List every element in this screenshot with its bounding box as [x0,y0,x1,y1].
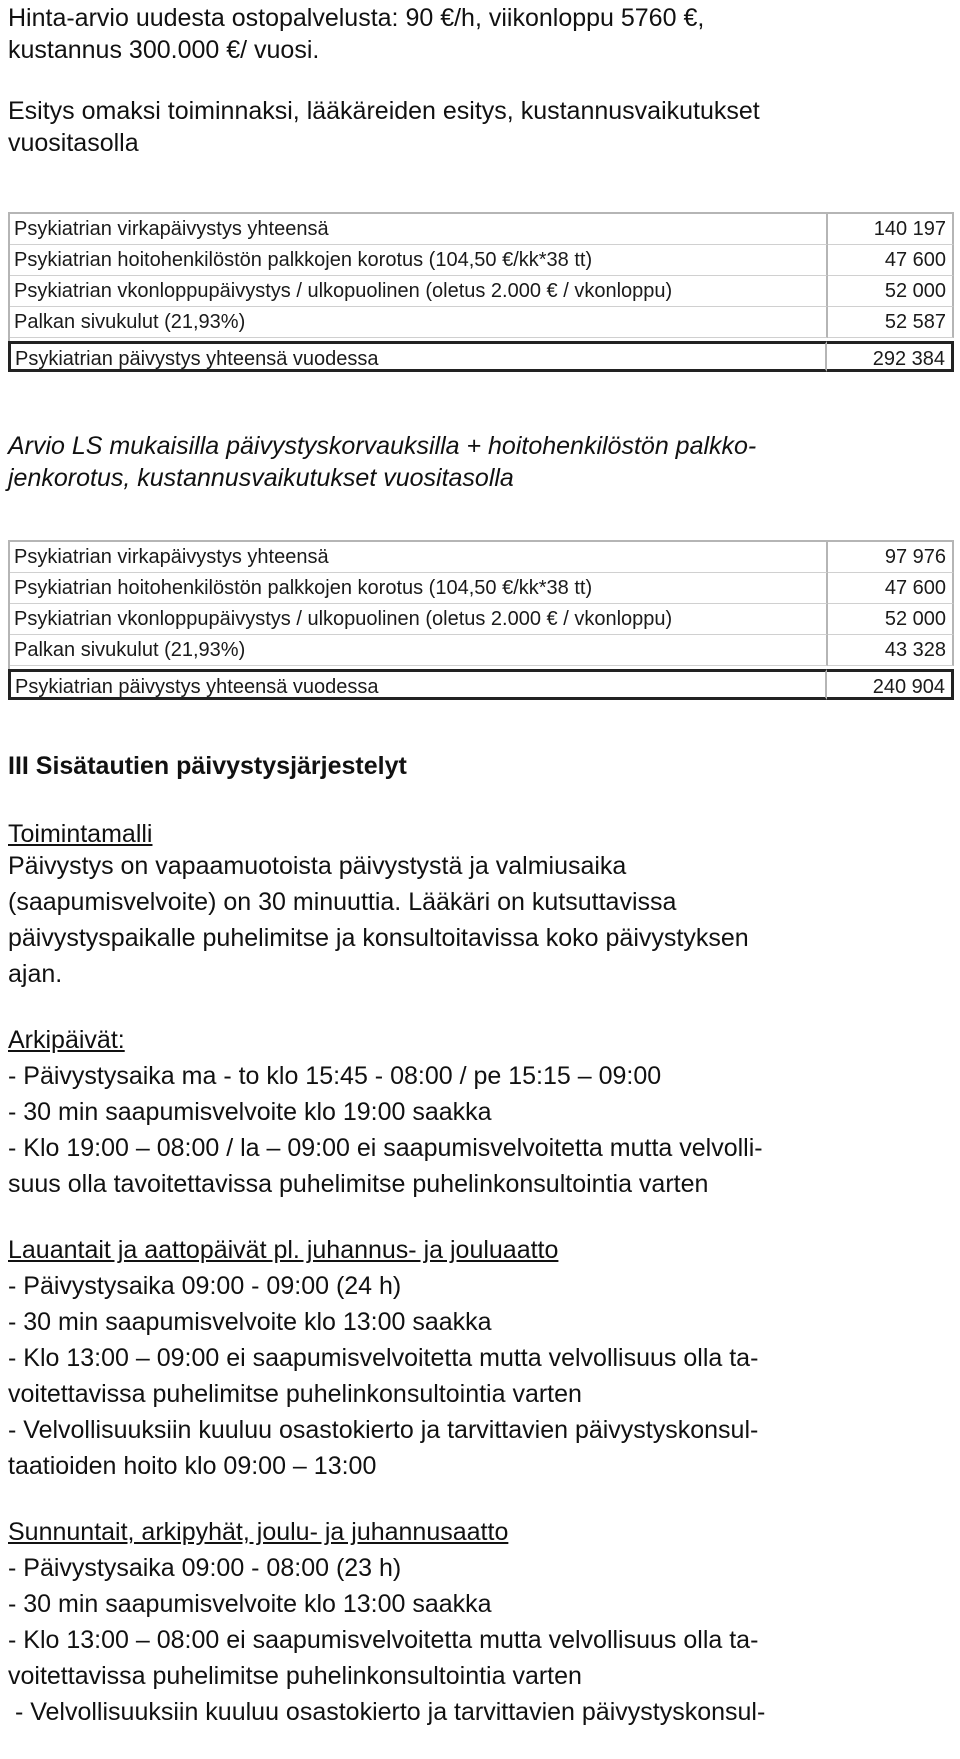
intro-line: Hinta-arvio uudesta ostopalvelusta: 90 €/h, viikonloppu 5760 €, [8,4,705,32]
row-label: Psykiatrian hoitohenkilöstön palkkojen korotus (104,50 €/kk*38 tt) [10,573,828,604]
row-value: 47 600 [828,573,954,604]
row-value: 52 000 [828,276,954,307]
list-item: - Klo 13:00 – 08:00 ei saapumisvelvoitetta mutta velvollisuus olla ta- [8,1626,759,1654]
row-value: 52 000 [828,604,954,635]
row-label: Psykiatrian virkapäivystys yhteensä [10,542,828,573]
list-item: - Päivystysaika 09:00 - 09:00 (24 h) [8,1272,402,1300]
intro-line: kustannus 300.000 €/ vuosi. [8,36,320,64]
table-row [10,635,954,666]
paragraph-line: Päivystys on vapaamuotoista päivystystä ja valmiusaika [8,852,627,880]
list-item: - 30 min saapumisvelvoite klo 13:00 saakka [8,1308,492,1336]
list-item: voitettavissa puhelimitse puhelinkonsultointia varten [8,1662,582,1690]
list-item: suus olla tavoitettavissa puhelimitse puhelinkonsultointia varten [8,1170,709,1198]
intro-line: Esitys omaksi toiminnaksi, lääkäreiden esitys, kustannusvaikutukset [8,97,760,125]
row-value: 97 976 [828,542,954,573]
row-value: 43 328 [828,635,954,666]
table-total-row [10,341,954,372]
row-label: Psykiatrian vkonloppupäivystys / ulkopuolinen (oletus 2.000 € / vkonloppu) [10,276,828,307]
list-item: - 30 min saapumisvelvoite klo 19:00 saakka [8,1098,492,1126]
intro-line: vuositasolla [8,129,139,157]
list-item: - Velvollisuuksiin kuuluu osastokierto ja tarvittavien päivystyskonsul- [8,1698,766,1726]
table-total-row [10,669,954,700]
section-heading: III Sisätautien päivystysjärjestelyt [8,752,407,780]
paragraph-line: ajan. [8,960,63,988]
list-item: taatioiden hoito klo 09:00 – 13:00 [8,1452,377,1480]
row-label: Palkan sivukulut (21,93%) [10,307,828,338]
subheading-lauantait: Lauantait ja aattopäivät pl. juhannus- ja jouluaatto [8,1236,559,1264]
list-item: - Klo 13:00 – 09:00 ei saapumisvelvoitetta mutta velvollisuus olla ta- [8,1344,759,1372]
list-item: - Päivystysaika ma - to klo 15:45 - 08:00 / pe 15:15 – 09:00 [8,1062,662,1090]
table-row [10,214,954,245]
list-item: - 30 min saapumisvelvoite klo 13:00 saakka [8,1590,492,1618]
total-value: 292 384 [827,341,954,372]
paragraph-line: päivystyspaikalle puhelimitse ja konsultoitavissa koko päivystyksen [8,924,749,952]
row-label: Psykiatrian virkapäivystys yhteensä [10,214,828,245]
cost-table-1 [8,212,954,372]
table-row [10,245,954,276]
subheading-arkipaivat: Arkipäivät: [8,1026,125,1054]
row-label: Psykiatrian vkonloppupäivystys / ulkopuolinen (oletus 2.000 € / vkonloppu) [10,604,828,635]
row-value: 47 600 [828,245,954,276]
arvio-line: jenkorotus, kustannusvaikutukset vuositasolla [8,464,514,492]
table-row [10,542,954,573]
list-item: voitettavissa puhelimitse puhelinkonsultointia varten [8,1380,582,1408]
subheading-toimintamalli: Toimintamalli [8,820,153,848]
arvio-line: Arvio LS mukaisilla päivystyskorvauksilla + hoitohenkilöstön palkko- [8,432,757,460]
table-row [10,573,954,604]
subheading-sunnuntait: Sunnuntait, arkipyhät, joulu- ja juhannusaatto [8,1518,509,1546]
total-label: Psykiatrian päivystys yhteensä vuodessa [8,341,827,372]
table-row [10,604,954,635]
table-row [10,276,954,307]
list-item: - Klo 19:00 – 08:00 / la – 09:00 ei saapumisvelvoitetta mutta velvolli- [8,1134,763,1162]
list-item: - Päivystysaika 09:00 - 08:00 (23 h) [8,1554,402,1582]
row-value: 140 197 [828,214,954,245]
row-label: Palkan sivukulut (21,93%) [10,635,828,666]
table-row [10,307,954,338]
total-label: Psykiatrian päivystys yhteensä vuodessa [8,669,827,700]
row-label: Psykiatrian hoitohenkilöstön palkkojen korotus (104,50 €/kk*38 tt) [10,245,828,276]
list-item: - Velvollisuuksiin kuuluu osastokierto ja tarvittavien päivystyskonsul- [8,1416,759,1444]
total-value: 240 904 [827,669,954,700]
row-value: 52 587 [828,307,954,338]
cost-table-2 [8,540,954,700]
paragraph-line: (saapumisvelvoite) on 30 minuuttia. Lääkäri on kutsuttavissa [8,888,677,916]
